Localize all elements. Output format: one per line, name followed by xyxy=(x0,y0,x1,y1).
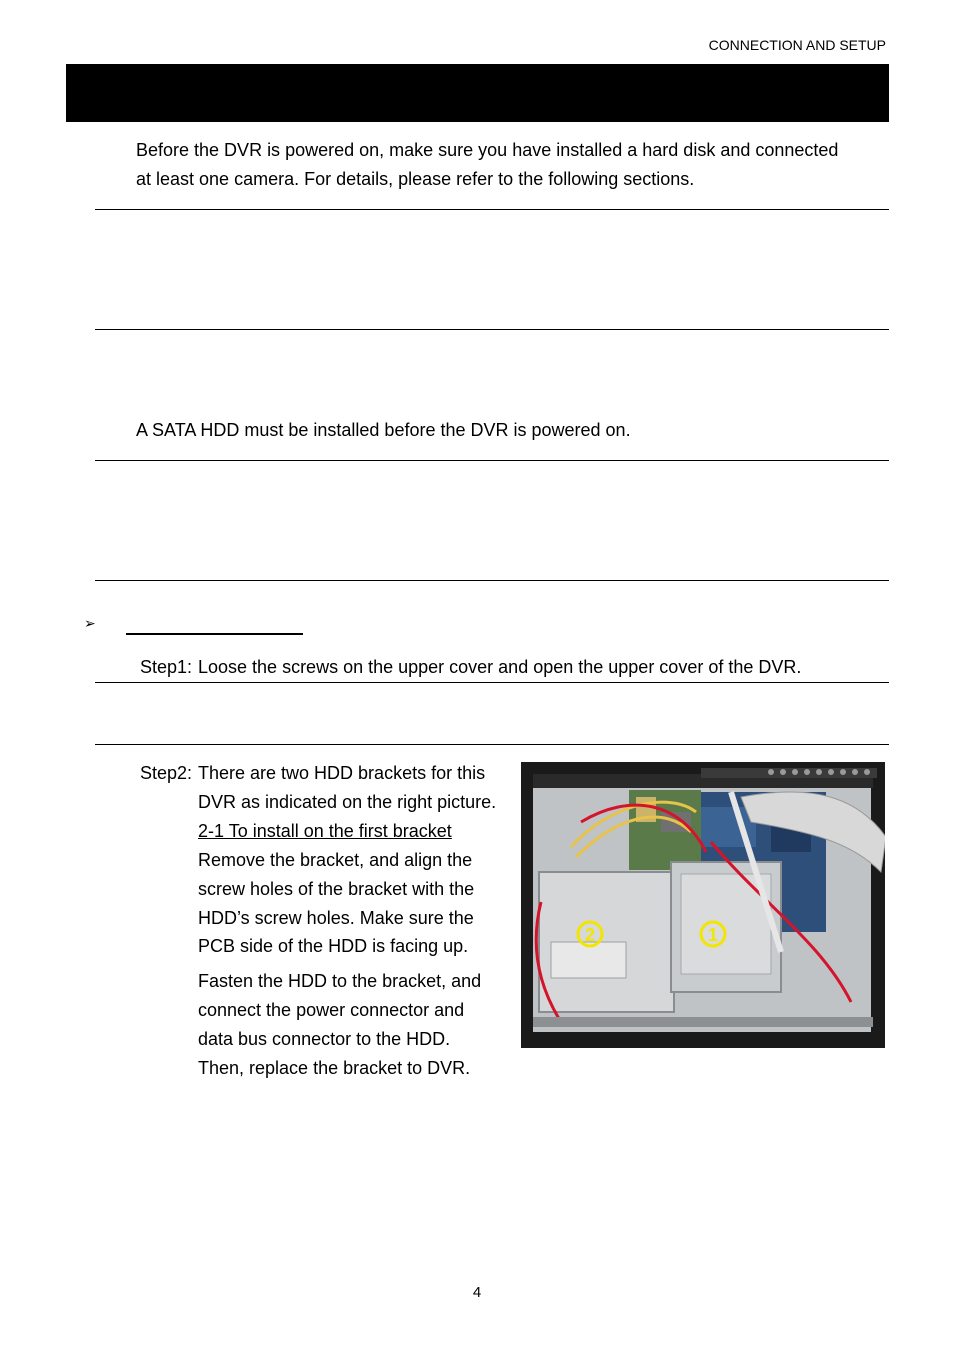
step1-text: Loose the screws on the upper cover and open the upper cover of the DVR. xyxy=(198,657,802,677)
step2-line: PCB side of the HDD is facing up. xyxy=(198,936,469,956)
intro-line-1: Before the DVR is powered on, make sure you have installed a hard disk and connected xyxy=(136,140,839,160)
step2-line: HDD’s screw holes. Make sure the xyxy=(198,908,474,928)
section-header-label: CONNECTION AND SETUP xyxy=(708,37,886,53)
page-number: 4 xyxy=(472,1284,482,1301)
title-bar xyxy=(66,64,889,122)
step2-line: data bus connector to the HDD. xyxy=(198,1029,451,1049)
step2-line: screw holes of the bracket with the xyxy=(198,879,475,899)
marker-2-label: 2 xyxy=(584,925,596,945)
divider xyxy=(95,744,889,745)
divider xyxy=(95,460,889,461)
dvr-interior-photo xyxy=(521,762,885,1048)
step2-subheading: 2-1 To install on the first bracket xyxy=(198,821,452,841)
step2-line: DVR as indicated on the right picture. xyxy=(198,792,497,812)
step2-line: Fasten the HDD to the bracket, and xyxy=(198,971,482,991)
step2-line: Remove the bracket, and align the xyxy=(198,850,473,870)
intro-line-2: at least one camera. For details, please refer to the following sections. xyxy=(136,169,695,189)
divider xyxy=(95,209,889,210)
subheading-underline xyxy=(126,633,303,635)
step2-line: Then, replace the bracket to DVR. xyxy=(198,1058,471,1078)
arrow-bullet-icon: ➢ xyxy=(84,615,96,631)
step2-line: connect the power connector and xyxy=(198,1000,465,1020)
step2-line: There are two HDD brackets for this xyxy=(198,763,486,783)
step2-label: Step2: xyxy=(140,763,193,783)
divider xyxy=(95,682,889,683)
step1-label: Step1: xyxy=(140,657,193,677)
marker-1-label: 1 xyxy=(707,925,719,945)
note-text: A SATA HDD must be installed before the DVR is powered on. xyxy=(136,420,631,440)
divider xyxy=(95,329,889,330)
divider xyxy=(95,580,889,581)
